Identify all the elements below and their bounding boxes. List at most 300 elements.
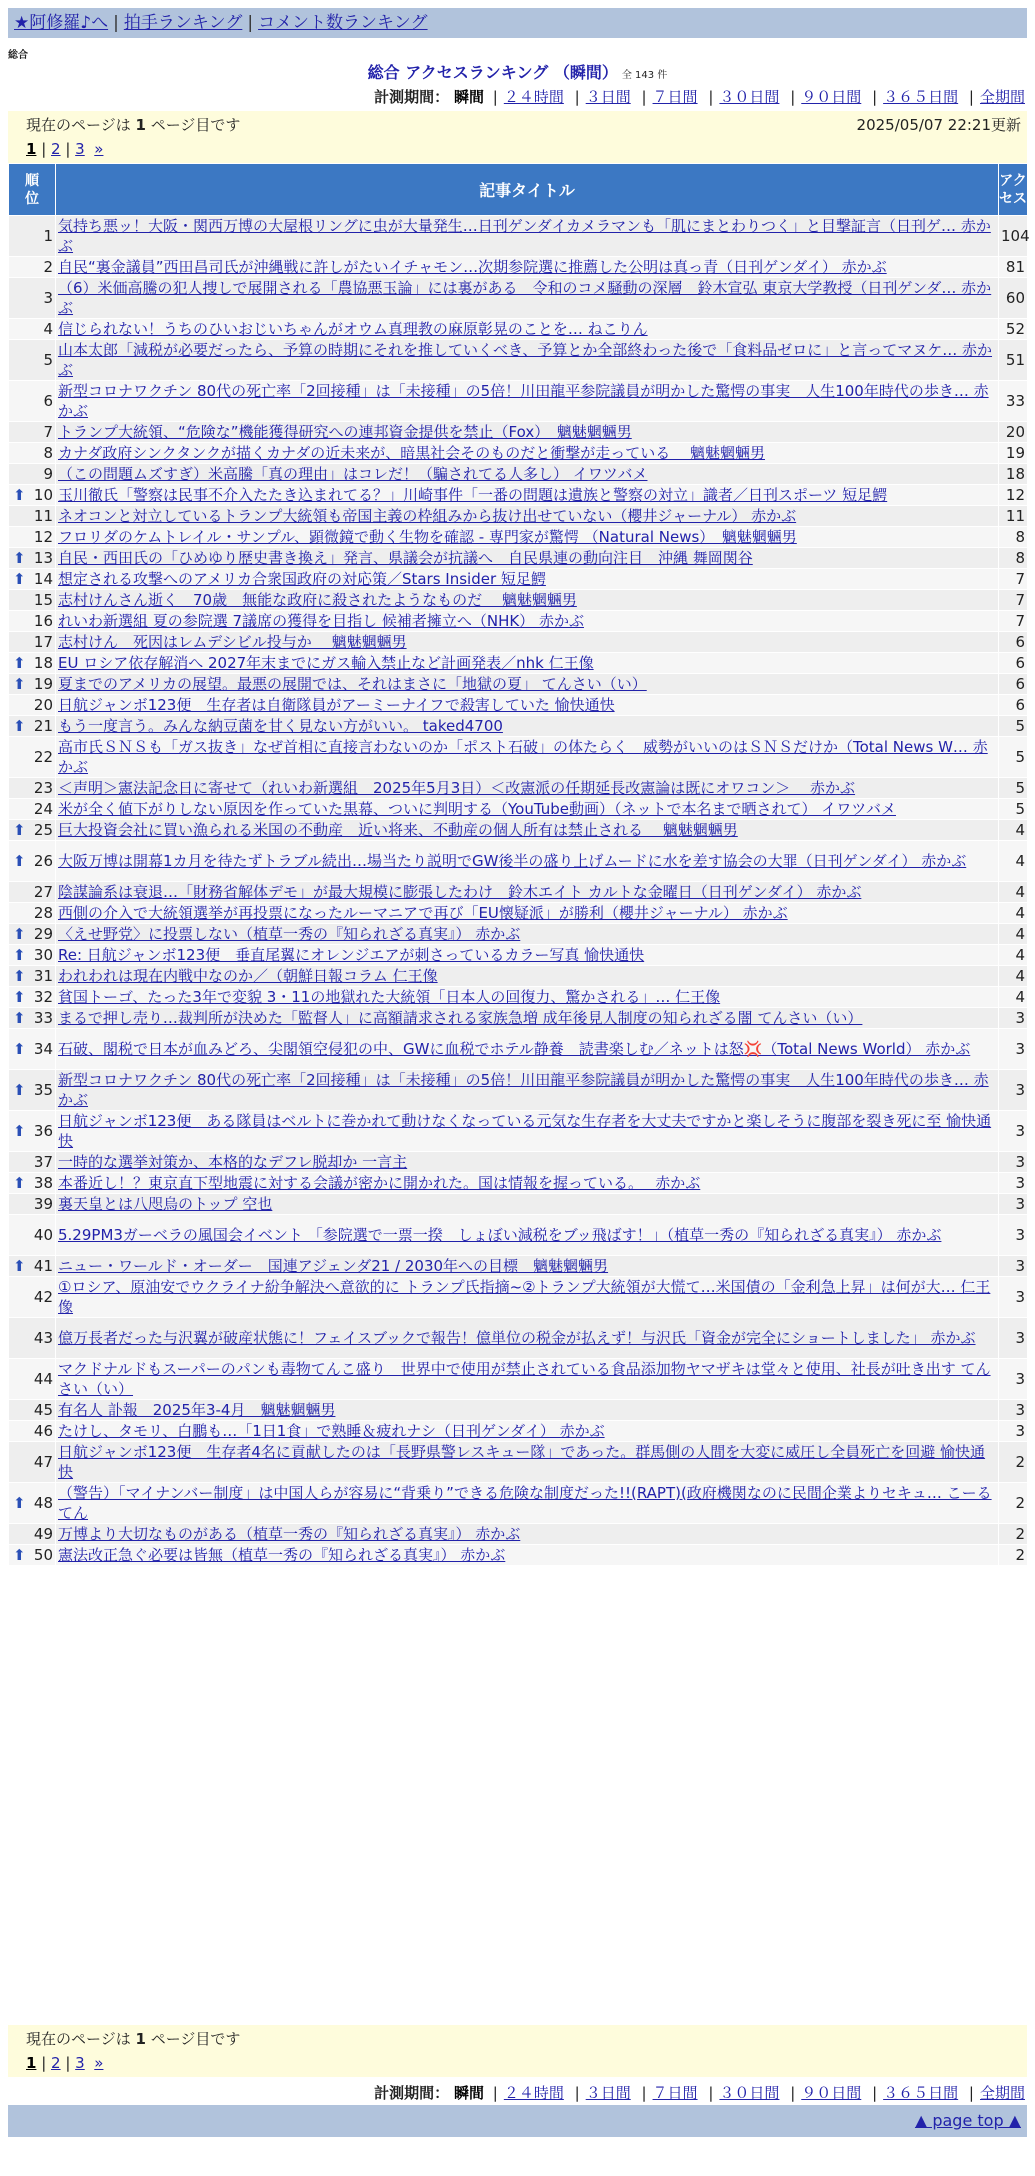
rank-cell [9,340,56,381]
period-current: 瞬間 [453,2084,484,2102]
rank-number: 32 [33,988,53,1006]
rank-cell [9,1152,56,1173]
rank-number: 36 [33,1122,53,1140]
rank-cell [9,1070,56,1111]
article-title-link[interactable]: 玉川徹氏「警察は民事不介入たたき込まれてる？」川崎事件「一番の問題は遺族と警察の対立」識者／日刊スポーツ 短足鰐 [58,486,888,504]
title-cell [56,799,999,820]
title-cell [56,674,999,695]
title-cell [56,1545,999,1566]
rank-number: 12 [33,528,53,546]
rank-cell [9,485,56,506]
article-title-link[interactable]: 万博より大切なものがある（植草一秀の『知られざる真実』） 赤かぶ [58,1525,521,1543]
rank-cell [9,527,56,548]
table-row [9,278,1028,319]
rank-cell [9,841,56,882]
rank-cell [9,778,56,799]
rank-cell [9,1008,56,1029]
access-count: 3 [999,1173,1028,1194]
title-cell [56,1400,999,1421]
period-link-3d[interactable]: ３日間 [585,2084,631,2102]
article-title-link[interactable]: 〈えせ野党〉に投票しない（植草一秀の『知られざる真実』） 赤かぶ [58,925,521,943]
rank-number: 10 [33,486,53,504]
table-row [9,1152,1028,1173]
table-row [9,464,1028,485]
access-count: 3 [999,1029,1028,1070]
article-title-link[interactable]: 億万長者だった与沢翼が破産状態に！フェイスブックで報告！億単位の税金が払えず！与沢氏「資金が完全にショートしました」 赤かぶ [58,1329,976,1347]
title-cell [56,1277,999,1318]
table-row [9,1359,1028,1400]
title-cell [56,319,999,340]
rank-cell [9,1545,56,1566]
rank-number: 6 [43,392,53,410]
rank-cell [9,1359,56,1400]
period-link-24h[interactable]: ２４時間 [503,88,564,106]
rank-cell [9,1194,56,1215]
table-row [9,381,1028,422]
article-title-link[interactable]: ①ロシア、原油安でウクライナ紛争解決へ意欲的に トランプ氏指摘~②トランプ大統領が大慌て…米国債の「金利急上昇」は何が大… 仁王像 [58,1278,991,1316]
rank-cell [9,422,56,443]
article-title-link[interactable]: 新型コロナワクチン 80代の死亡率「2回接種」は「未接種」の5倍！川田龍平参院議員が明かした驚愕の事実 人生100年時代の歩き… 赤かぶ [58,382,989,420]
article-title-link[interactable]: 巨大投資会社に買い漁られる米国の不動産 近い将来、不動産の個人所有は禁止される 魑魅魍魎男 [58,821,738,839]
title-cell [56,611,999,632]
title-cell [56,485,999,506]
title-cell [56,1359,999,1400]
page-info-bottom [8,2025,1027,2077]
rank-cell [9,1215,56,1256]
rank-cell [9,1524,56,1545]
access-count: 3 [999,1152,1028,1173]
title-cell [56,1442,999,1483]
access-count: 7 [999,611,1028,632]
table-row [9,1194,1028,1215]
period-link-30d[interactable]: ３０日間 [719,88,780,106]
table-row [9,548,1028,569]
header-title: 記事タイトル [56,164,999,216]
table-row [9,695,1028,716]
rank-number: 2 [43,258,53,276]
table-row [9,966,1028,987]
table-row [9,716,1028,737]
rank-cell [9,882,56,903]
header-access: アクセス [999,164,1028,216]
category-label: 総合 [8,50,28,61]
table-row [9,737,1028,778]
article-title-link[interactable]: （この問題ムズすぎ）米高騰「真の理由」はコレだ！（騙されてる人多し） イワツバメ [58,465,648,483]
table-row [9,1029,1028,1070]
rank-number: 37 [33,1153,53,1171]
period-link-90d[interactable]: ９０日間 [801,2084,862,2102]
title-cell [56,737,999,778]
article-title-link[interactable]: 自民“裏金議員”西田昌司氏が沖縄戦に許しがたいイチャモン…次期参院選に推薦した公明は真っ青（日刊ゲンダイ） 赤かぶ [58,258,887,276]
title-cell [56,1111,999,1152]
access-count: 4 [999,924,1028,945]
rank-cell [9,464,56,485]
table-row [9,1483,1028,1524]
access-count: 2 [999,1524,1028,1545]
rank-number: 25 [33,821,53,839]
rank-number: 46 [33,1422,53,1440]
article-title-link[interactable]: 米が全く値下がりしない原因を作っていた黒幕、ついに判明する（YouTube動画）（ネットで本名まで晒されて） イワツバメ [58,800,896,818]
table-row [9,924,1028,945]
article-title-link[interactable]: 山本太郎「減税が必要だったら、予算の時期にそれを推していくべき、予算とか全部終わった後で「食料品ゼロに」と言ってマヌケ… 赤かぶ [58,341,993,379]
access-count: 5 [999,799,1028,820]
up-arrow-icon: ⬆ [13,946,26,964]
title-cell [56,422,999,443]
nav-link-home[interactable]: ★阿修羅♪へ [14,13,109,33]
period-label: 計測期間： [374,88,450,106]
rank-cell [9,1400,56,1421]
rank-number: 22 [33,748,53,766]
table-row [9,1524,1028,1545]
table-row [9,799,1028,820]
table-row [9,319,1028,340]
article-title-link[interactable]: 貧国トーゴ、たった3年で変貌 3・11の地獄れた大統領「日本人の回復力、驚かされる」… 仁王像 [58,988,721,1006]
table-row [9,1173,1028,1194]
table-row [9,653,1028,674]
rank-cell [9,590,56,611]
page-title [0,60,1035,83]
rank-number: 14 [33,570,53,588]
table-row [9,590,1028,611]
title-cell [56,1194,999,1215]
table-row [9,1256,1028,1277]
pager-next[interactable]: » [94,140,104,158]
article-title-link[interactable]: 憲法改正急ぐ必要は皆無（植草一秀の『知られざる真実』） 赤かぶ [58,1546,506,1564]
rank-cell [9,945,56,966]
article-title-link[interactable]: カナダ政府シンクタンクが描くカナダの近未来が、暗黒社会そのものだと衝撃が走っている 魑魅魍魎男 [58,444,765,462]
article-title-link[interactable]: ＜声明＞憲法記念日に寄せて（れいわ新選組 2025年5月3日）＜改憲派の任期延長改憲論は既にオワコン＞ 赤かぶ [58,779,856,797]
table-row [9,422,1028,443]
period-link-365d[interactable]: ３６５日間 [883,88,959,106]
article-title-link[interactable]: フロリダのケムトレイル・サンプル、顕微鏡で動く生物を確認 - 専門家が驚愕 （Natural News） 魑魅魍魎男 [58,528,797,546]
article-title-link[interactable]: もう一度言う。みんな納豆菌を甘く見ない方がいい。 taked4700 [58,717,503,735]
rank-cell [9,319,56,340]
article-title-link[interactable]: ネオコンと対立しているトランプ大統領も帝国主義の枠組みから抜け出せていない（櫻井ジャーナル） 赤かぶ [58,507,797,525]
rank-number: 28 [33,904,53,922]
title-cell [56,632,999,653]
title-cell [56,1152,999,1173]
rank-number: 38 [33,1174,53,1192]
article-title-link[interactable]: 日航ジャンボ123便 ある隊員はベルトに巻かれて動けなくなっている元気な生存者を大丈夫ですかと楽しそうに腹部を裂き死に至 愉快通快 [58,1112,992,1150]
title-cell [56,945,999,966]
title-cell [56,381,999,422]
table-row [9,1111,1028,1152]
access-count: 4 [999,987,1028,1008]
period-label: 計測期間： [374,2084,450,2102]
table-row [9,820,1028,841]
ranking-table [8,163,1028,1566]
article-title-link[interactable]: （警告）「マイナンバー制度」は中国人らが容易に“背乗り”できる危険な制度だった!!(RAPT)(政府機関なのに民間企業よりセキュ… こーるてん [58,1484,992,1522]
rank-number: 40 [33,1226,53,1244]
up-arrow-icon: ⬆ [13,967,26,985]
access-count: 4 [999,966,1028,987]
rank-number: 3 [43,289,53,307]
access-count: 12 [999,485,1028,506]
access-count: 19 [999,443,1028,464]
table-row [9,945,1028,966]
period-link-24h[interactable]: ２４時間 [503,2084,564,2102]
rank-number: 24 [33,800,53,818]
access-count: 18 [999,464,1028,485]
table-row [9,1318,1028,1359]
article-title-link[interactable]: 陰謀論系は衰退…「財務省解体デモ」が最大規模に膨張したわけ 鈴木エイト カルトな金曜日（日刊ゲンダイ） 赤かぶ [58,883,862,901]
article-title-link[interactable]: たけし、タモリ、白鵬も…「1日1食」で熟睡＆疲れナシ（日刊ゲンダイ） 赤かぶ [58,1422,605,1440]
title-cell [56,340,999,381]
article-title-link[interactable]: 気持ち悪ッ！大阪・関西万博の大屋根リングに虫が大量発生…日刊ゲンダイカメラマンも「肌にまとわりつく」と目撃証言（日刊ゲ… 赤かぶ [58,217,991,255]
article-title-link[interactable]: 日航ジャンボ123便 生存者4名に貢献したのは「長野県警レスキュー隊」であった。群馬側の人間を大変に威圧し全員死亡を回避 愉快通快 [58,1443,986,1481]
rank-number: 41 [33,1257,53,1275]
access-count: 6 [999,653,1028,674]
rank-number: 42 [33,1288,53,1306]
article-title-link[interactable]: マクドナルドもスーパーのパンも毒物てんこ盛り 世界中で使用が禁止されている食品添加物ヤマザキは堂々と使用、社長が吐き出す てんさい（い） [58,1360,991,1398]
table-row [9,674,1028,695]
rank-number: 4 [43,320,53,338]
page-info-top [8,111,1027,163]
updated-time: 2025/05/07 22:21更新 [856,116,1021,134]
access-count: 3 [999,1400,1028,1421]
rank-number: 8 [43,444,53,462]
nav-link-comment-ranking[interactable]: コメント数ランキング [258,13,428,33]
up-arrow-icon: ⬆ [13,1494,26,1512]
rank-number: 33 [33,1009,53,1027]
title-cell [56,820,999,841]
article-title-link[interactable]: 自民・西田氏の「ひめゆり歴史書き換え」発言、県議会が抗議へ 自民県連の動向注目 沖縄 舞岡関谷 [58,549,753,567]
rank-cell [9,1029,56,1070]
rank-number: 26 [33,852,53,870]
table-row [9,443,1028,464]
access-count: 3 [999,1070,1028,1111]
page-top-link[interactable]: ▲ page top ▲ [914,2111,1021,2130]
access-count: 3 [999,1318,1028,1359]
article-title-link[interactable]: 信じられない！うちのひいおじいちゃんがオウム真理教の麻原彰晃のことを… ねこりん [58,320,648,338]
total-count: 全 143 件 [621,70,668,81]
rank-cell [9,674,56,695]
table-row [9,1008,1028,1029]
up-arrow-icon: ⬆ [13,675,26,693]
period-link-3d[interactable]: ３日間 [585,88,631,106]
pager-link-2[interactable]: 2 [51,2054,61,2072]
up-arrow-icon: ⬆ [13,654,26,672]
rank-number: 23 [33,779,53,797]
access-count: 6 [999,632,1028,653]
article-title-link[interactable]: （6）米価高騰の犯人捜しで展開される「農協悪玉論」には裏がある 令和のコメ騒動の深層 鈴木宣弘 東京大学教授（日刊ゲンダ… 赤かぶ [58,279,992,317]
title-cell [56,1008,999,1029]
rank-number: 49 [33,1525,53,1543]
page-status: 現在のページは 1 ページ目です [26,2030,241,2048]
access-count: 5 [999,737,1028,778]
access-count: 60 [999,278,1028,319]
access-count: 3 [999,1256,1028,1277]
title-cell [56,924,999,945]
access-count: 3 [999,1421,1028,1442]
rank-number: 50 [33,1546,53,1564]
rank-cell [9,1173,56,1194]
period-link-7d[interactable]: ７日間 [652,2084,698,2102]
rank-number: 29 [33,925,53,943]
rank-number: 15 [33,591,53,609]
rank-number: 34 [33,1040,53,1058]
article-title-link[interactable]: われわれは現在内戦中なのか／（朝鮮日報コラム 仁王像 [58,967,438,985]
article-title-link[interactable]: ニュー・ワールド・オーダー 国連アジェンダ21 / 2030年への目標 魑魅魍魎男 [58,1257,609,1275]
article-title-link[interactable]: 一時的な選挙対策か、本格的なデフレ脱却か 一言主 [58,1153,408,1171]
table-row [9,216,1028,257]
up-arrow-icon: ⬆ [13,988,26,1006]
table-row [9,1442,1028,1483]
article-title-link[interactable]: 志村けんさん逝く 70歳 無能な政府に殺されたようなものだ 魑魅魍魎男 [58,591,577,609]
up-arrow-icon: ⬆ [13,1257,26,1275]
up-arrow-icon: ⬆ [13,1546,26,1564]
table-row [9,1277,1028,1318]
pager-next[interactable]: » [94,2054,104,2072]
access-count: 2 [999,1483,1028,1524]
period-link-90d[interactable]: ９０日間 [801,88,862,106]
ranking-table-body [9,216,1028,1566]
access-count: 4 [999,820,1028,841]
nav-separator: | [247,13,254,33]
table-row [9,257,1028,278]
title-cell [56,1483,999,1524]
rank-number: 31 [33,967,53,985]
rank-number: 30 [33,946,53,964]
access-count: 51 [999,340,1028,381]
rank-cell [9,257,56,278]
rank-number: 13 [33,549,53,567]
rank-number: 47 [33,1453,53,1471]
rank-cell [9,1442,56,1483]
article-title-link[interactable]: 日航ジャンボ123便 生存者は自衛隊員がアーミーナイフで殺害していた 愉快通快 [58,696,615,714]
nav-link-applause-ranking[interactable]: 拍手ランキング [123,13,243,33]
table-row [9,841,1028,882]
article-title-link[interactable]: 夏までのアメリカの展望。最悪の展開では、それはまさに「地獄の夏」 てんさい（い） [58,675,647,693]
access-count: 81 [999,257,1028,278]
article-title-link[interactable]: 想定される攻撃へのアメリカ合衆国政府の対応策／Stars Insider 短足鰐 [58,570,546,588]
table-row [9,1421,1028,1442]
article-title-link[interactable]: 本番近し！？東京直下型地震に対する会議が密かに開かれた。国は情報を握っている。 赤かぶ [58,1174,701,1192]
ranking-title: 総合 アクセスランキング （瞬間） [367,63,618,82]
article-title-link[interactable]: れいわ新選組 夏の参院選 7議席の獲得を目指し 候補者擁立へ（NHK） 赤かぶ [58,612,584,630]
rank-number: 45 [33,1401,53,1419]
up-arrow-icon: ⬆ [13,1081,26,1099]
table-row [9,569,1028,590]
article-title-link[interactable]: 西側の介入で大統領選挙が再投票になったルーマニアで再び「EU懐疑派」が勝利（櫻井ジャーナル） 赤かぶ [58,904,788,922]
article-title-link[interactable]: 5.29PM3ガーベラの風国会イベント 「参院選で一票一揆 しょぼい減税をブッ飛ばす！」（植草一秀の『知られざる真実』） 赤かぶ [58,1226,942,1244]
article-title-link[interactable]: EU ロシア依存解消へ 2027年末までにガス輸入禁止など計画発表／nhk 仁王像 [58,654,594,672]
article-title-link[interactable]: 大阪万博は開幕1カ月を待たずトラブル続出…場当たり説明でGW後半の盛り上げムードに水を差す協会の大罪（日刊ゲンダイ） 赤かぶ [58,852,967,870]
rank-number: 1 [43,227,53,245]
period-link-7d[interactable]: ７日間 [652,88,698,106]
access-count: 7 [999,569,1028,590]
rank-number: 44 [33,1370,53,1388]
access-count: 4 [999,945,1028,966]
title-cell [56,216,999,257]
rank-cell [9,381,56,422]
rank-number: 21 [33,717,53,735]
title-cell [56,464,999,485]
period-link-30d[interactable]: ３０日間 [719,2084,780,2102]
article-title-link[interactable]: 有名人 訃報 2025年3-4月 魑魅魍魎男 [58,1401,336,1419]
rank-cell [9,632,56,653]
article-title-link[interactable]: 志村けん 死因はレムデシビル投与か 魑魅魍魎男 [58,633,407,651]
access-count: 3 [999,1111,1028,1152]
period-link-all[interactable]: 全期間 [979,2084,1025,2102]
access-count: 20 [999,422,1028,443]
article-title-link[interactable]: 裏天皇とは八咫烏のトップ 空也 [58,1195,273,1213]
title-cell [56,548,999,569]
table-row [9,632,1028,653]
table-row [9,611,1028,632]
title-cell [56,1524,999,1545]
pager-link-2[interactable]: 2 [51,140,61,158]
table-row [9,527,1028,548]
pager-current: 1 [26,2054,37,2072]
access-count: 4 [999,882,1028,903]
access-count: 2 [999,1545,1028,1566]
rank-cell [9,987,56,1008]
title-cell [56,1256,999,1277]
table-row [9,903,1028,924]
access-count: 3 [999,1215,1028,1256]
pager-link-3[interactable]: 3 [75,2054,85,2072]
period-selector-top: 計測期間： 瞬間 | ２４時間 | ３日間 | ７日間 | ３０日間 | ９０日間 | ３６５日間 | 全期間 [374,88,1025,106]
access-count: 104 [999,216,1028,257]
access-count: 3 [999,1008,1028,1029]
title-cell [56,257,999,278]
article-title-link[interactable]: 高市氏ＳＮＳも「ガス抜き」なぜ首相に直接言わないのか「ポスト石破」の体たらく 威勢がいいのはＳＮＳだけか（Total News W… 赤かぶ [58,738,988,776]
table-row [9,506,1028,527]
title-cell [56,716,999,737]
article-title-link[interactable]: トランプ大統領、“危険な”機能獲得研究への連邦資金提供を禁止（Fox） 魑魅魍魎男 [58,423,632,441]
rank-cell [9,1256,56,1277]
period-link-all[interactable]: 全期間 [979,88,1025,106]
title-cell [56,278,999,319]
article-title-link[interactable]: まるで押し売り…裁判所が決めた「監督人」に高額請求される家族急増 成年後見人制度の知られざる闇 てんさい（い） [58,1009,863,1027]
up-arrow-icon: ⬆ [13,1122,26,1140]
pager-bottom: 1 | 2 | 3 » [26,2054,104,2072]
rank-number: 19 [33,675,53,693]
table-row [9,485,1028,506]
up-arrow-icon: ⬆ [13,549,26,567]
period-current: 瞬間 [453,88,484,106]
table-header-row [9,164,1028,216]
access-count: 4 [999,841,1028,882]
up-arrow-icon: ⬆ [13,821,26,839]
up-arrow-icon: ⬆ [13,925,26,943]
title-cell [56,966,999,987]
table-row [9,882,1028,903]
period-link-365d[interactable]: ３６５日間 [883,2084,959,2102]
rank-cell [9,716,56,737]
up-arrow-icon: ⬆ [13,570,26,588]
access-count: 7 [999,590,1028,611]
access-count: 6 [999,674,1028,695]
title-cell [56,653,999,674]
access-count: 5 [999,716,1028,737]
rank-number: 27 [33,883,53,901]
rank-number: 9 [43,465,53,483]
rank-number: 48 [33,1494,53,1512]
title-cell [56,506,999,527]
article-title-link[interactable]: 新型コロナワクチン 80代の死亡率「2回接種」は「未接種」の5倍！川田龍平参院議員が明かした驚愕の事実 人生100年時代の歩き… 赤かぶ [58,1071,989,1109]
rank-number: 11 [33,507,53,525]
access-count: 3 [999,1194,1028,1215]
access-count: 52 [999,319,1028,340]
article-title-link[interactable]: 石破、閣税で日本が血みどろ、尖閣領空侵犯の中、GWに血税でホテル静養 読書楽しむ／ネットは怒💢（Total News World） 赤かぶ [58,1040,971,1058]
table-row [9,340,1028,381]
footer-bar [8,2105,1027,2137]
title-cell [56,1029,999,1070]
pager-link-3[interactable]: 3 [75,140,85,158]
article-title-link[interactable]: Re: 日航ジャンボ123便 垂直尾翼にオレンジエアが刺さっているカラー写真 愉快通快 [58,946,645,964]
